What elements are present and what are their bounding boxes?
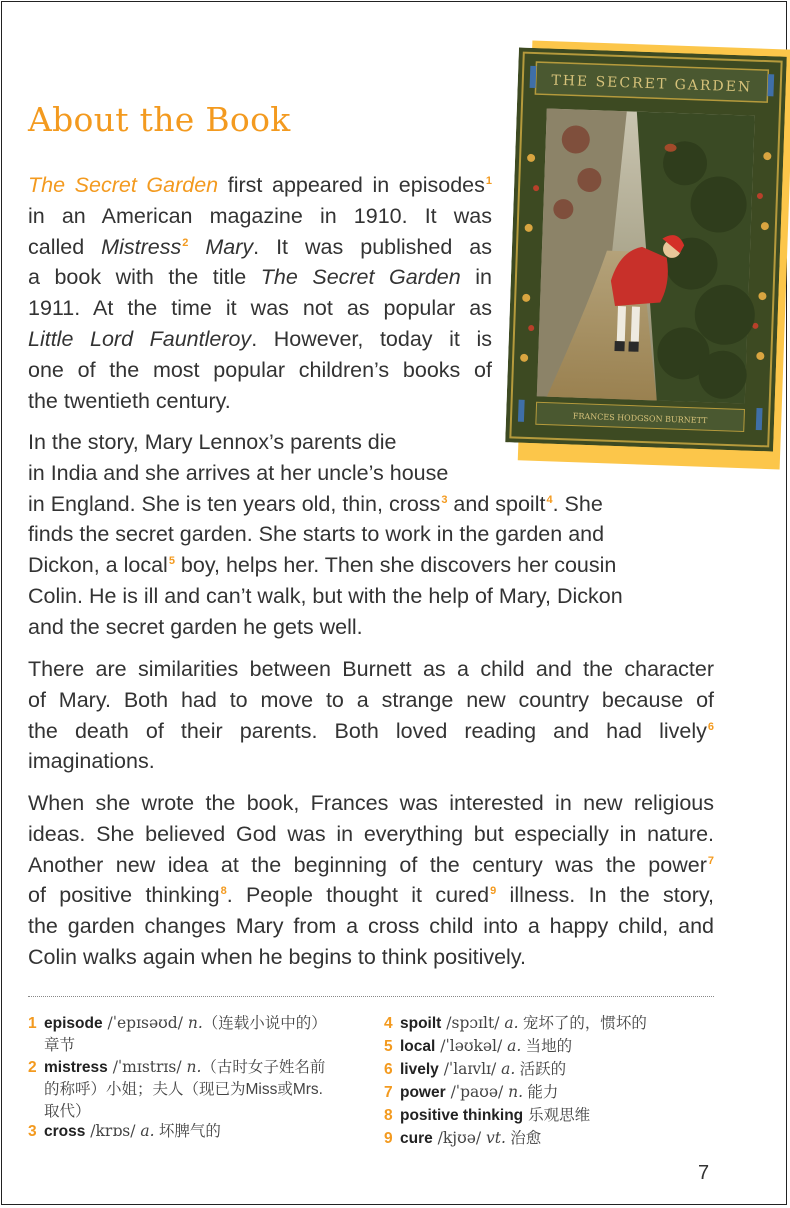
- footnote-ref: 4: [546, 493, 553, 506]
- text: . It was published as: [253, 234, 492, 259]
- glossary-definition: 能力: [523, 1084, 559, 1101]
- page-number: 7: [698, 1162, 710, 1184]
- text: Dickon, a local: [28, 553, 168, 578]
- glossary-word: cure: [400, 1130, 433, 1147]
- para3-line-2: of Mary. Both had to move to a strange new country because of: [28, 687, 714, 712]
- para2-line-4: finds the secret garden. She starts to work in the garden and: [28, 522, 605, 547]
- glossary-number: 7: [384, 1084, 393, 1101]
- glossary-pos: vt.: [486, 1129, 506, 1147]
- glossary-definition: 章节: [44, 1037, 76, 1054]
- text: . People thought it cured: [226, 883, 490, 908]
- glossary-definition: 坏脾气的: [154, 1123, 221, 1140]
- glossary-pos: a.: [140, 1122, 155, 1140]
- glossary-definition: 活跃的: [515, 1061, 567, 1078]
- glossary-word: lively: [400, 1061, 439, 1078]
- glossary-definition: （连载小说中的）: [202, 1015, 327, 1032]
- glossary-phonetic: /ˈepɪsəʊd/: [102, 1014, 188, 1032]
- text: The Secret Garden: [260, 265, 461, 290]
- glossary-entry: [384, 1012, 714, 1035]
- glossary-entry: [384, 1035, 714, 1058]
- para4-line-6: Colin walks again when he begins to think positively.: [28, 944, 526, 969]
- book-cover-illustration: [505, 47, 787, 451]
- para3-line-3: [28, 716, 714, 747]
- glossary-pos: a.: [504, 1014, 519, 1032]
- para1-line-3: [28, 232, 492, 263]
- text: first appeared in episodes: [218, 173, 485, 197]
- para1-line-6: [28, 324, 492, 355]
- para3-line-4: imaginations.: [28, 749, 155, 774]
- text: . However, today it is: [251, 326, 492, 351]
- glossary-entry: [384, 1127, 714, 1150]
- glossary-entry: [384, 1081, 714, 1104]
- paragraph-2: [28, 427, 698, 643]
- glossary-number: 5: [384, 1038, 393, 1055]
- glossary-pos: n.: [186, 1058, 202, 1076]
- text: boy, helps her. Then she discovers her cousin: [174, 553, 617, 578]
- text: of positive thinking: [28, 883, 220, 908]
- glossary-pos: n.: [508, 1083, 524, 1101]
- glossary-entry: [384, 1104, 714, 1127]
- glossary-word: episode: [44, 1015, 103, 1032]
- glossary-entry: [28, 1120, 368, 1143]
- glossary-definition: 治愈: [505, 1130, 542, 1147]
- para1-line-4: [28, 262, 492, 293]
- glossary-pos: a.: [507, 1037, 522, 1055]
- text: Mary: [188, 234, 254, 259]
- paragraph-1: [28, 170, 492, 416]
- para1-line-5: 1911. At the time it was not as popular as: [28, 296, 492, 321]
- glossary-phonetic: /spɔɪlt/: [441, 1014, 505, 1032]
- glossary-definition: 宠坏了的，惯坏的: [518, 1015, 647, 1032]
- glossary-phonetic: /krɒs/: [85, 1122, 141, 1140]
- footnote-ref: 8: [220, 885, 227, 898]
- footnote-ref: 7: [707, 854, 714, 867]
- paragraph-4: [28, 788, 714, 973]
- glossary-number: 3: [28, 1123, 37, 1140]
- para2-line-3: [28, 489, 698, 520]
- glossary-definition: 的称呼）小姐；夫人（现已为Miss或Mrs.: [44, 1081, 323, 1098]
- para2-line-7: and the secret garden he gets well.: [28, 614, 363, 639]
- text: called: [28, 234, 102, 259]
- text: Little Lord Fauntleroy: [28, 326, 252, 351]
- text: illness. In the story,: [496, 883, 714, 908]
- page-title: About the Book: [28, 100, 291, 139]
- para1-line-7: one of the most popular children’s books of: [28, 357, 492, 382]
- glossary-phonetic: /kjʊə/: [432, 1129, 487, 1147]
- text: and spoilt: [447, 491, 546, 516]
- glossary-word: positive thinking: [400, 1107, 524, 1124]
- glossary-number: 1: [28, 1015, 37, 1032]
- para2-line-1: In the story, Mary Lennox’s parents die: [28, 430, 397, 454]
- footnote-ref: 1: [485, 175, 492, 187]
- glossary-phonetic: /ˈlaɪvlɪ/: [438, 1060, 502, 1078]
- glossary-number: 6: [384, 1061, 393, 1078]
- para2-line-5: [28, 550, 698, 581]
- glossary-number: 9: [384, 1130, 393, 1147]
- para2-line-2: in India and she arrives at her uncle’s house: [28, 460, 449, 485]
- glossary-definition: （古时女子姓名前: [201, 1059, 326, 1076]
- glossary-definition: 当地的: [521, 1038, 573, 1055]
- text: a book with the title: [28, 265, 261, 290]
- footnote-ref: 3: [441, 493, 448, 506]
- para4-line-3: [28, 850, 714, 881]
- text: . She: [552, 491, 603, 516]
- para2-line-6: Colin. He is ill and can’t walk, but with the help of Mary, Dickon: [28, 583, 623, 608]
- glossary-definition: 取代）: [44, 1103, 91, 1120]
- glossary-word: spoilt: [400, 1015, 442, 1032]
- glossary-phonetic: /ˈmɪstrɪs/: [107, 1058, 187, 1076]
- para1-line-8: the twentieth century.: [28, 388, 231, 413]
- glossary-entry: [28, 1056, 368, 1123]
- footnote-ref: 9: [490, 885, 497, 898]
- glossary-definition: 乐观思维: [528, 1107, 591, 1124]
- glossary-divider: [28, 996, 714, 997]
- glossary-number: 4: [384, 1015, 393, 1032]
- footnote-ref: 5: [168, 555, 175, 568]
- book-title-link-text: The Secret Garden: [28, 173, 219, 197]
- glossary-word: cross: [44, 1123, 86, 1140]
- para3-line-1: There are similarities between Burnett as a child and the character: [28, 657, 714, 681]
- glossary-pos: a.: [501, 1060, 516, 1078]
- para4-line-4: [28, 880, 714, 911]
- text: in England. She is ten years old, thin, cross: [28, 491, 441, 516]
- text: Mistress: [101, 234, 182, 259]
- text: in: [460, 265, 492, 290]
- cover-banner-text: THE SECRET GARDEN: [551, 72, 753, 96]
- glossary-phonetic: /ˈpaʊə/: [445, 1083, 509, 1101]
- para4-line-1: When she wrote the book, Frances was interested in new religious: [28, 791, 714, 815]
- glossary-entry: [28, 1012, 368, 1057]
- text: the death of their parents. Both loved reading and had lively: [28, 718, 707, 743]
- glossary-word: local: [400, 1038, 436, 1055]
- footnote-ref: 2: [182, 236, 189, 249]
- glossary-entry: [384, 1058, 714, 1081]
- glossary-number: 2: [28, 1059, 37, 1076]
- para4-line-5: the garden changes Mary from a cross child into a happy child, and: [28, 914, 714, 939]
- glossary-phonetic: /ˈləʊkəl/: [435, 1037, 508, 1055]
- paragraph-3: [28, 654, 714, 777]
- glossary-pos: n.: [187, 1014, 203, 1032]
- glossary-number: 8: [384, 1107, 393, 1124]
- cover-author-text: FRANCES HODGSON BURNETT: [572, 411, 708, 426]
- para1-line-2: in an American magazine in 1910. It was: [28, 203, 492, 228]
- text: Another new idea at the beginning of the century was the power: [28, 852, 707, 877]
- footnote-ref: 6: [707, 720, 714, 733]
- para4-line-2: ideas. She believed God was in everything but especially in nature.: [28, 821, 714, 846]
- glossary-word: mistress: [44, 1059, 108, 1076]
- para1-line-1: [28, 170, 492, 201]
- glossary-word: power: [400, 1084, 446, 1101]
